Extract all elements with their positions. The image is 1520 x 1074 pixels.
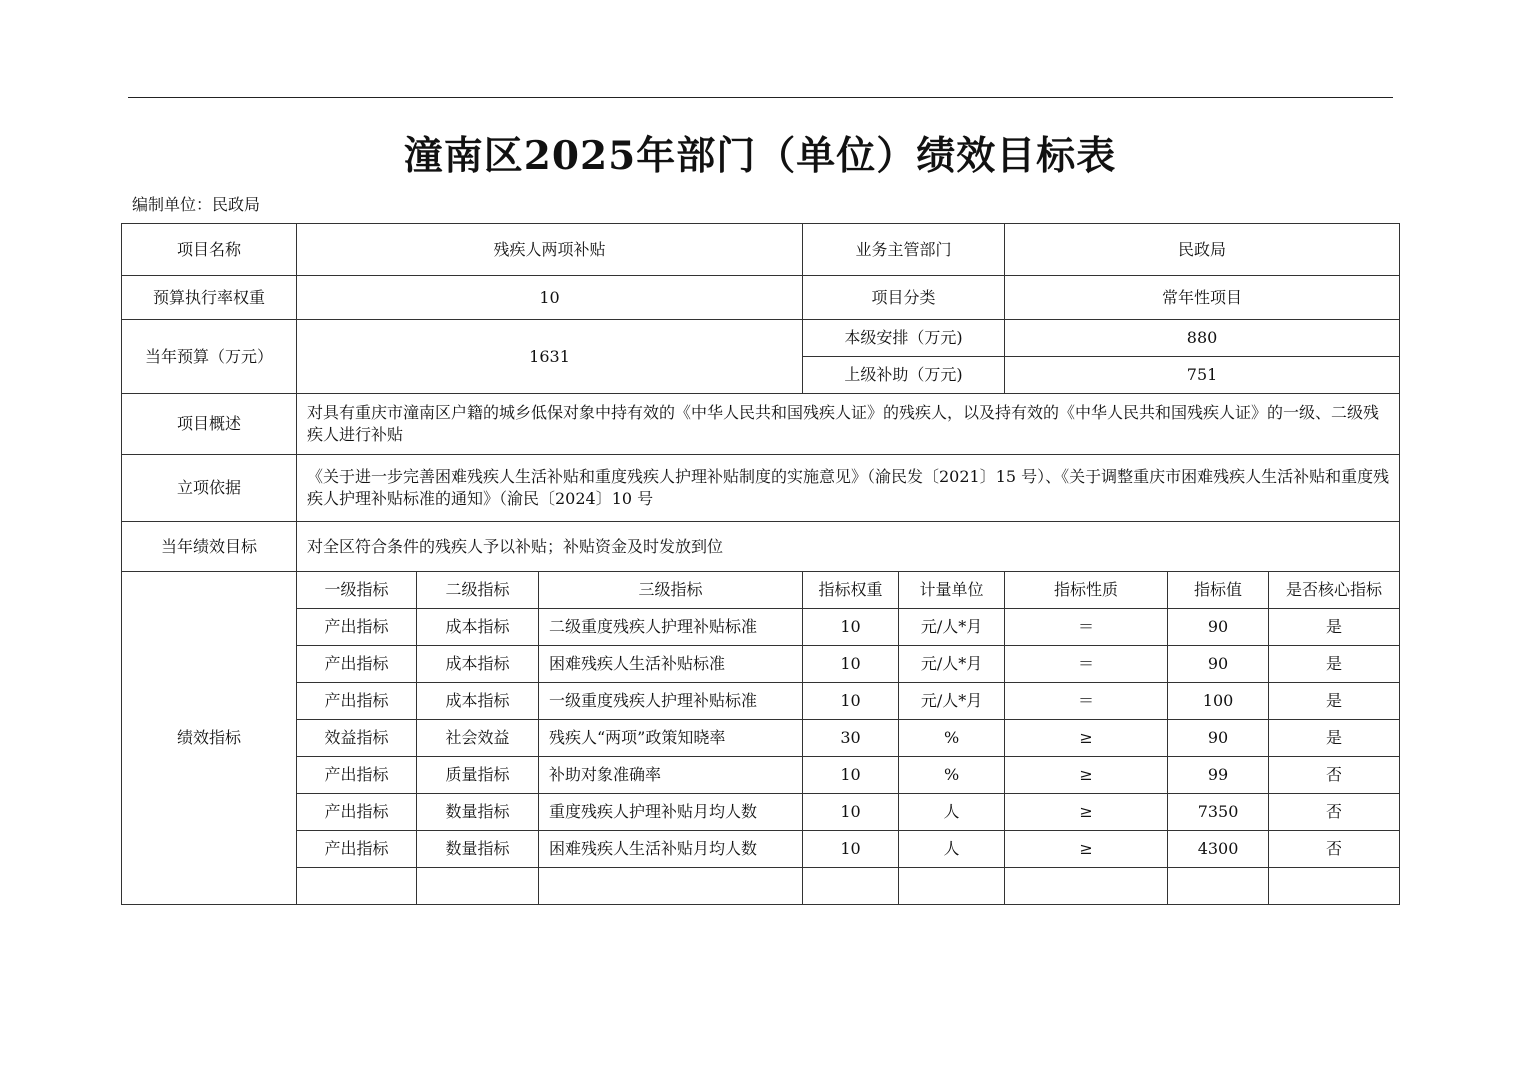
label-project-summary: 项目概述 bbox=[122, 394, 297, 455]
indicator-row bbox=[122, 683, 1400, 720]
header-value: 指标值 bbox=[1168, 572, 1269, 609]
header-nature: 指标性质 bbox=[1005, 572, 1168, 609]
indicator-level3: 补助对象准确率 bbox=[539, 757, 803, 794]
indicator-weight: 10 bbox=[803, 609, 899, 646]
indicator-weight bbox=[803, 868, 899, 905]
indicator-header-row bbox=[122, 572, 1400, 609]
indicator-level3: 困难残疾人生活补贴月均人数 bbox=[539, 831, 803, 868]
row-basis bbox=[122, 455, 1400, 522]
value-project-name: 残疾人两项补贴 bbox=[297, 224, 803, 276]
indicator-unit: 元/人*月 bbox=[899, 646, 1005, 683]
indicator-level2: 数量指标 bbox=[417, 831, 539, 868]
indicator-level3: 一级重度残疾人护理补贴标准 bbox=[539, 683, 803, 720]
indicator-level2: 成本指标 bbox=[417, 683, 539, 720]
indicator-core: 是 bbox=[1269, 609, 1400, 646]
label-performance-indicators: 绩效指标 bbox=[122, 572, 297, 905]
header-weight: 指标权重 bbox=[803, 572, 899, 609]
indicator-level1: 产出指标 bbox=[297, 609, 417, 646]
indicator-level1: 产出指标 bbox=[297, 757, 417, 794]
indicator-row bbox=[122, 757, 1400, 794]
indicator-level1: 产出指标 bbox=[297, 646, 417, 683]
value-local-allocation: 880 bbox=[1005, 320, 1400, 357]
indicator-row bbox=[122, 720, 1400, 757]
indicator-level2: 数量指标 bbox=[417, 794, 539, 831]
value-department: 民政局 bbox=[1005, 224, 1400, 276]
performance-table bbox=[121, 223, 1400, 905]
indicator-row bbox=[122, 831, 1400, 868]
indicator-value: 100 bbox=[1168, 683, 1269, 720]
header-level2: 二级指标 bbox=[417, 572, 539, 609]
indicator-unit: % bbox=[899, 720, 1005, 757]
value-category: 常年性项目 bbox=[1005, 276, 1400, 320]
indicator-unit: 人 bbox=[899, 794, 1005, 831]
indicator-core: 是 bbox=[1269, 683, 1400, 720]
row-budget-local bbox=[122, 320, 1400, 357]
indicator-row bbox=[122, 646, 1400, 683]
indicator-value: 90 bbox=[1168, 646, 1269, 683]
label-project-basis: 立项依据 bbox=[122, 455, 297, 522]
indicator-nature: ＝ bbox=[1005, 646, 1168, 683]
value-project-summary: 对具有重庆市潼南区户籍的城乡低保对象中持有效的《中华人民共和国残疾人证》的残疾人，以及持有效的《中华人民共和国残疾人证》的一级、二级残疾人进行补贴 bbox=[297, 394, 1400, 455]
indicator-level1 bbox=[297, 868, 417, 905]
value-upper-subsidy: 751 bbox=[1005, 357, 1400, 394]
indicator-weight: 10 bbox=[803, 831, 899, 868]
indicator-level1: 效益指标 bbox=[297, 720, 417, 757]
document-title: 潼南区2025年部门（单位）绩效目标表 bbox=[403, 133, 1117, 179]
indicator-value: 90 bbox=[1168, 720, 1269, 757]
indicator-weight: 30 bbox=[803, 720, 899, 757]
indicator-value: 90 bbox=[1168, 609, 1269, 646]
indicator-level2: 成本指标 bbox=[417, 609, 539, 646]
header-rule bbox=[128, 97, 1393, 98]
indicator-weight: 10 bbox=[803, 646, 899, 683]
header-core: 是否核心指标 bbox=[1269, 572, 1400, 609]
compiling-unit: 编制单位：民政局 bbox=[132, 195, 261, 214]
indicator-nature: ≥ bbox=[1005, 831, 1168, 868]
indicator-level1: 产出指标 bbox=[297, 794, 417, 831]
indicator-core: 否 bbox=[1269, 831, 1400, 868]
indicator-unit: 元/人*月 bbox=[899, 609, 1005, 646]
indicator-value: 4300 bbox=[1168, 831, 1269, 868]
indicator-value: 7350 bbox=[1168, 794, 1269, 831]
indicator-level2: 成本指标 bbox=[417, 646, 539, 683]
indicator-level3: 残疾人“两项”政策知晓率 bbox=[539, 720, 803, 757]
indicator-level3: 二级重度残疾人护理补贴标准 bbox=[539, 609, 803, 646]
indicator-core: 是 bbox=[1269, 646, 1400, 683]
header-level3: 三级指标 bbox=[539, 572, 803, 609]
label-local-allocation: 本级安排（万元) bbox=[803, 320, 1005, 357]
row-summary bbox=[122, 394, 1400, 455]
label-project-name: 项目名称 bbox=[122, 224, 297, 276]
label-annual-budget: 当年预算（万元） bbox=[122, 320, 297, 394]
indicator-level2: 质量指标 bbox=[417, 757, 539, 794]
indicator-nature: ＝ bbox=[1005, 609, 1168, 646]
indicator-unit: % bbox=[899, 757, 1005, 794]
indicator-level3: 重度残疾人护理补贴月均人数 bbox=[539, 794, 803, 831]
header-level1: 一级指标 bbox=[297, 572, 417, 609]
indicator-nature: ≥ bbox=[1005, 720, 1168, 757]
label-category: 项目分类 bbox=[803, 276, 1005, 320]
indicator-level1: 产出指标 bbox=[297, 683, 417, 720]
indicator-level1: 产出指标 bbox=[297, 831, 417, 868]
indicator-weight: 10 bbox=[803, 683, 899, 720]
indicator-level2: 社会效益 bbox=[417, 720, 539, 757]
indicator-nature: ＝ bbox=[1005, 683, 1168, 720]
label-annual-goal: 当年绩效目标 bbox=[122, 522, 297, 572]
row-weight bbox=[122, 276, 1400, 320]
value-budget-weight: 10 bbox=[297, 276, 803, 320]
header-unit: 计量单位 bbox=[899, 572, 1005, 609]
indicator-core: 否 bbox=[1269, 794, 1400, 831]
indicator-unit: 人 bbox=[899, 831, 1005, 868]
label-department: 业务主管部门 bbox=[803, 224, 1005, 276]
indicator-value bbox=[1168, 868, 1269, 905]
indicator-level2 bbox=[417, 868, 539, 905]
indicator-row-empty bbox=[122, 868, 1400, 905]
label-budget-weight: 预算执行率权重 bbox=[122, 276, 297, 320]
indicator-nature bbox=[1005, 868, 1168, 905]
indicator-unit: 元/人*月 bbox=[899, 683, 1005, 720]
row-project-name bbox=[122, 224, 1400, 276]
indicator-row bbox=[122, 794, 1400, 831]
indicator-row bbox=[122, 609, 1400, 646]
label-upper-subsidy: 上级补助（万元) bbox=[803, 357, 1005, 394]
value-project-basis: 《关于进一步完善困难残疾人生活补贴和重度残疾人护理补贴制度的实施意见》（渝民发〔2021〕15 号）、《关于调整重庆市困难残疾人生活补贴和重度残疾人护理补贴标准的通知》（渝民〔2024〕10 号 bbox=[297, 455, 1400, 522]
value-annual-budget: 1631 bbox=[297, 320, 803, 394]
value-annual-goal: 对全区符合条件的残疾人予以补贴；补贴资金及时发放到位 bbox=[297, 522, 1400, 572]
indicator-level3 bbox=[539, 868, 803, 905]
indicator-core: 是 bbox=[1269, 720, 1400, 757]
indicator-nature: ≥ bbox=[1005, 794, 1168, 831]
indicator-nature: ≥ bbox=[1005, 757, 1168, 794]
indicator-weight: 10 bbox=[803, 794, 899, 831]
indicator-weight: 10 bbox=[803, 757, 899, 794]
indicator-core bbox=[1269, 868, 1400, 905]
row-annual-goal bbox=[122, 522, 1400, 572]
indicator-value: 99 bbox=[1168, 757, 1269, 794]
indicator-unit bbox=[899, 868, 1005, 905]
indicator-level3: 困难残疾人生活补贴标准 bbox=[539, 646, 803, 683]
indicator-core: 否 bbox=[1269, 757, 1400, 794]
